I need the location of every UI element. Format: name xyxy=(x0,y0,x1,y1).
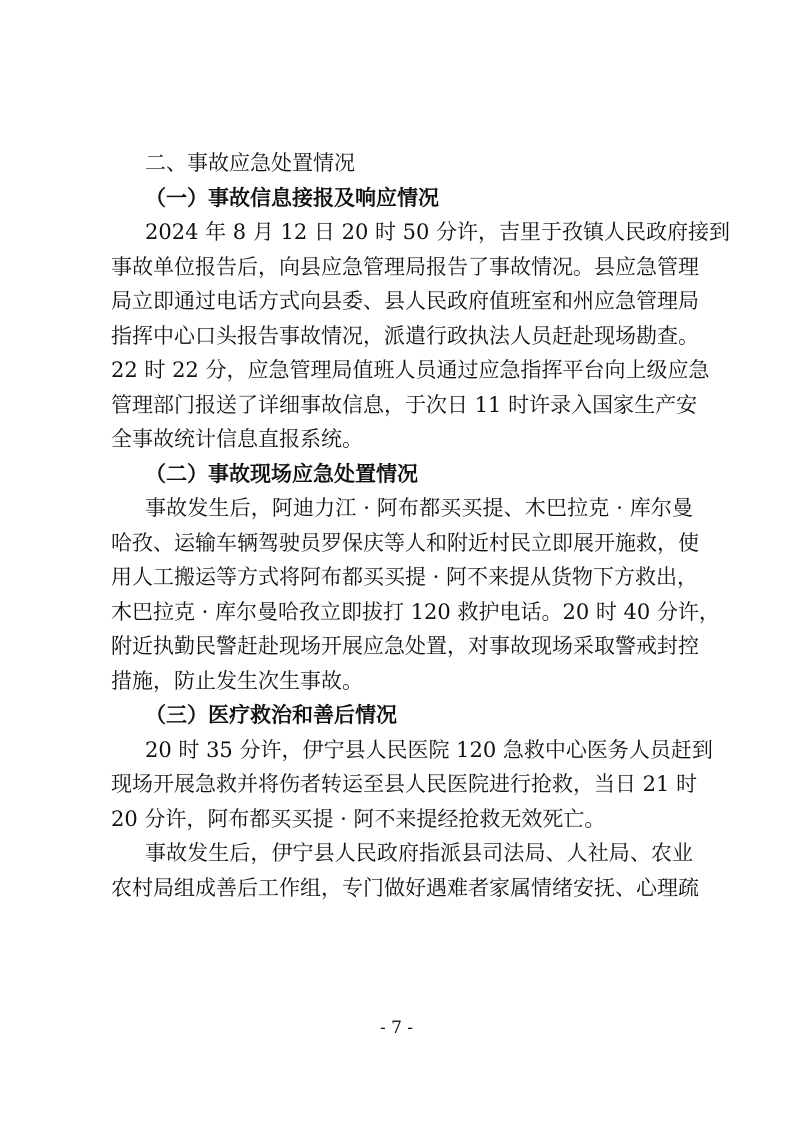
paragraph xyxy=(111,733,713,837)
paragraph-line: 附近执勤民警赶赴现场开展应急处置，对事故现场采取警戒封控 xyxy=(111,634,699,658)
paragraph-line: 20 分许，阿布都买买提 · 阿不来提经抢救无效死亡。 xyxy=(111,806,606,831)
subsection-heading-3: （三）医疗救治和善后情况 xyxy=(145,702,397,727)
paragraph-line: 局立即通过电话方式向县委、县人民政府值班室和州应急管理局 xyxy=(111,289,699,313)
paragraph xyxy=(111,491,720,698)
subsection-heading-2: （二）事故现场应急处置情况 xyxy=(145,460,418,486)
paragraph-line: 20 时 35 分许，伊宁县人民医院 120 急救中心医务人员赶到 xyxy=(145,737,713,762)
paragraph-line: 事故发生后，阿迪力江 · 阿布都买买提、木巴拉克 · 库尔曼 xyxy=(145,496,693,520)
paragraph-line: 哈孜、运输车辆驾驶员罗保庆等人和附近村民立即展开施救，使 xyxy=(111,530,699,555)
page-number: - 7 - xyxy=(379,1018,414,1038)
paragraph-line: 22 时 22 分，应急管理局值班人员通过应急指挥平台向上级应急 xyxy=(111,358,710,382)
paragraph-line: 措施，防止发生次生事故。 xyxy=(111,668,363,693)
paragraph-line: 农村局组成善后工作组，专门做好遇难者家属情绪安抚、心理疏 xyxy=(111,875,699,900)
subsection-heading-1: （一）事故信息接报及响应情况 xyxy=(145,184,439,210)
paragraph-line: 全事故统计信息直报系统。 xyxy=(111,427,363,451)
paragraph-line: 管理部门报送了详细事故信息，于次日 11 时许录入国家生产安 xyxy=(111,392,698,417)
paragraph-line: 木巴拉克 · 库尔曼哈孜立即拔打 120 救护电话。20 时 40 分许， xyxy=(111,599,720,624)
paragraph-line: 事故发生后，伊宁县人民政府指派县司法局、人社局、农业 xyxy=(145,841,693,865)
paragraph-line: 现场开展急救并将伤者转运至县人民医院进行抢救，当日 21 时 xyxy=(111,772,698,796)
section-heading: 二、事故应急处置情况 xyxy=(145,151,355,175)
document-body xyxy=(111,146,731,905)
paragraph-line: 用人工搬运等方式将阿布都买买提 · 阿不来提从货物下方救出， xyxy=(111,565,699,589)
paragraph-line: 2024 年 8 月 12 日 20 时 50 分许，吉里于孜镇人民政府接到 xyxy=(145,220,731,244)
paragraph-line: 事故单位报告后，向县应急管理局报告了事故情况。县应急管理 xyxy=(111,254,699,279)
paragraph xyxy=(111,215,731,457)
paragraph-line: 指挥中心口头报告事故情况，派遣行政执法人员赶赴现场勘查。 xyxy=(111,323,699,348)
paragraph xyxy=(111,836,699,905)
